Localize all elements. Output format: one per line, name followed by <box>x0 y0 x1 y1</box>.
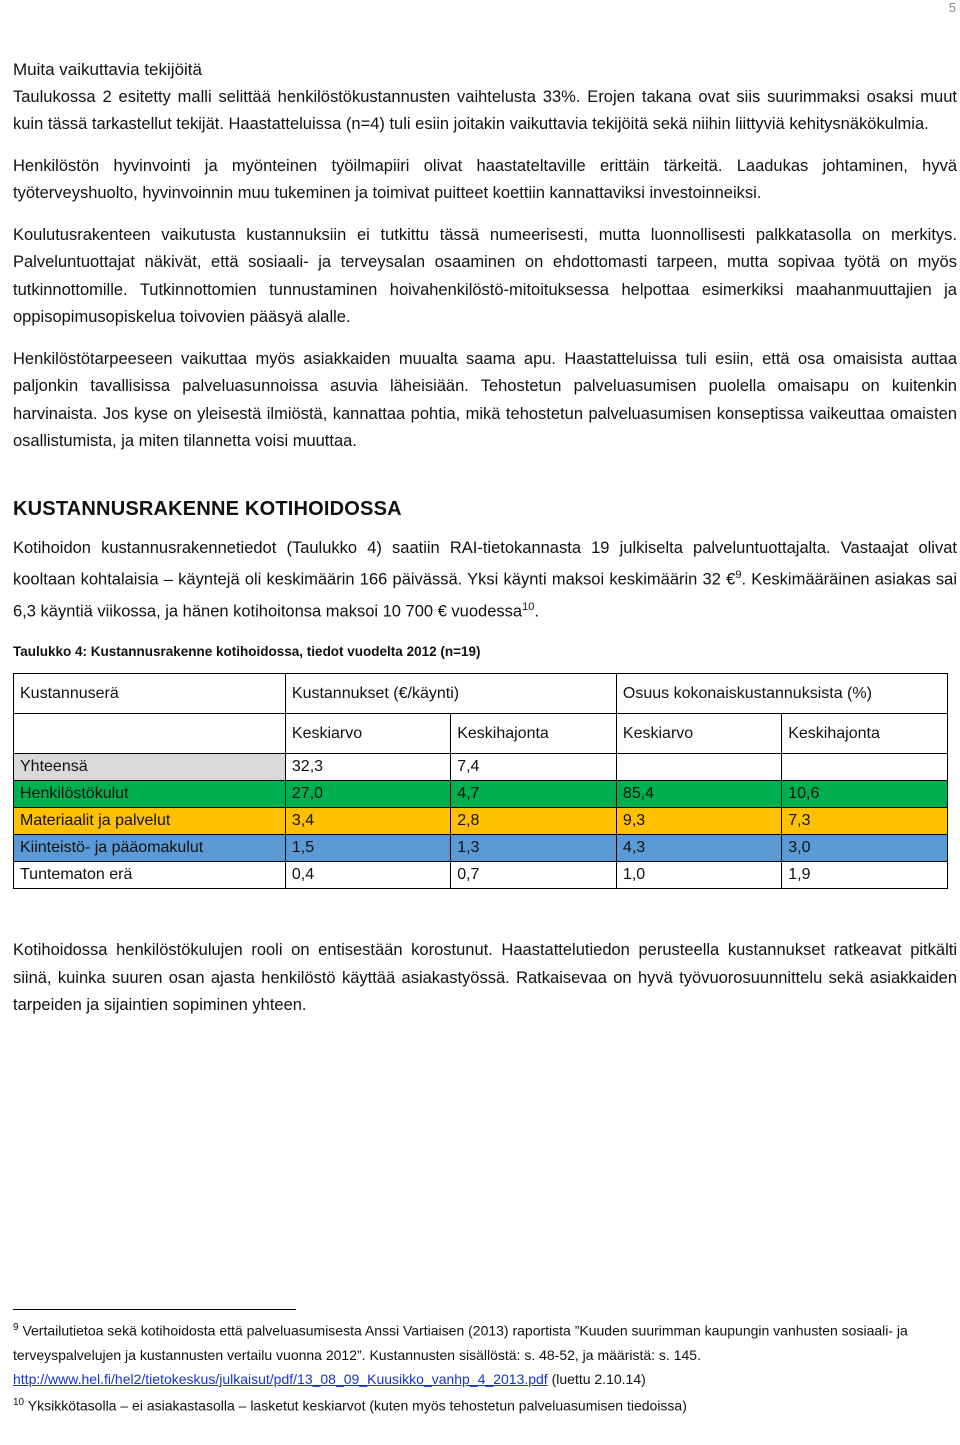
cell-sd: 4,7 <box>451 781 617 808</box>
paragraph-model-explanation: Taulukossa 2 esitetty malli selittää henkilöstökustannusten vaihtelusta 33%. Erojen takana ovat siis suurimmaksi osaksi muut kuin tässä tarkastellut tekijät. Haastatteluissa (n=4) tuli esiin joitakin vaikuttavia tekijöitä sekä niihin liittyviä kehitysnäkökulmia. <box>13 87 957 133</box>
cell-mean: 32,3 <box>285 754 450 781</box>
row-label: Kiinteistö- ja pääomakulut <box>14 835 286 862</box>
cell-share-sd: 3,0 <box>782 835 948 862</box>
footnote-ref-10[interactable]: 10 <box>522 601 535 613</box>
page-content <box>13 56 957 1020</box>
cell-share-sd: 10,6 <box>782 781 948 808</box>
cell-share-mean: 85,4 <box>616 781 781 808</box>
table-row <box>14 862 948 889</box>
header-share: Osuus kokonaiskustannuksista (%) <box>616 674 947 714</box>
header-cost-item: Kustannuserä <box>14 674 286 714</box>
table-row <box>14 808 948 835</box>
paragraph-staff-costs: Kotihoidossa henkilöstökulujen rooli on entisestään korostunut. Haastattelutiedon perusteella kustannukset ratkeavat pitkälti siinä, kuinka suuren osan ajasta henkilöstö käyttää asiakastyössä. Ratkaisevaa on hyvä työvuorosuunnittelu sekä asiakkaiden tarpeiden ja sijaintien sopiminen yhteen. <box>13 941 957 1014</box>
cell-share-mean: 9,3 <box>616 808 781 835</box>
footnote-link[interactable]: http://www.hel.fi/hel2/tietokeskus/julkaisut/pdf/13_08_09_Kuusikko_vanhp_4_2013.pdf <box>13 1370 548 1387</box>
paragraph-home-care-intro <box>13 535 957 627</box>
subheader-sd: Keskihajonta <box>451 714 617 754</box>
footnote-text: Vertailutietoa sekä kotihoidosta että palveluasumisesta Anssi Vartiaisen (2013) raportista ”Kuuden suurimman kaupungin vanhusten sosiaali- ja terveyspalvelujen ja kustannusten vertailu vuonna 2012”. Kustannusten sisällöstä: s. 48-52, ja määristä: s. 145. <box>13 1322 908 1363</box>
row-label: Henkilöstökulut <box>14 781 286 808</box>
cell-share-mean: 1,0 <box>616 862 781 889</box>
row-label: Yhteensä <box>14 754 286 781</box>
footnote-accessed: (luettu 2.10.14) <box>551 1370 646 1387</box>
cell-share-mean: 4,3 <box>616 835 781 862</box>
cell-share-sd: 7,3 <box>782 808 948 835</box>
cell-mean: 27,0 <box>285 781 450 808</box>
footnote-number: 9 <box>13 1322 19 1333</box>
page-number: 5 <box>948 0 956 15</box>
cell-mean: 3,4 <box>285 808 450 835</box>
row-label: Tuntematon erä <box>14 862 286 889</box>
table-subheader-row <box>14 714 948 754</box>
intro-text-1: Kotihoidon kustannusrakennetiedot (Taulukko 4) saatiin RAI-tietokannasta 19 julkiselta palveluntuottajalta. Vastaajat olivat kooltaan kohtalaisia – käyntejä oli keskimäärin 166 päivässä. Yksi käynti maksoi keskimäärin 32 € <box>13 538 957 589</box>
paragraph-staff-need: Henkilöstötarpeeseen vaikuttaa myös asiakkaiden muualta saama apu. Haastatteluissa tuli esiin, että osa omaisista auttaa paljonkin tavallisissa palveluasunnoissa asuvia läheisiään. Tehostetun palveluasumisen puolella omaisapu on kuitenkin harvinaista. Jos kyse on yleisestä ilmiöstä, kannattaa pohtia, mikä tehostetun palveluasumisen konseptissa vaikeuttaa omaisten osallistumista, ja miten tilannetta voisi muuttaa. <box>13 349 957 450</box>
intro-text-3: . <box>534 602 539 621</box>
footnote-number: 10 <box>13 1396 25 1408</box>
paragraph-education-structure: Koulutusrakenteen vaikutusta kustannuksiin ei tutkittu tässä numeerisesti, mutta luonnollisesti palkkatasolla on merkitys. Palveluntuottajat näkivät, että sosiaali- ja terveysalan osaaminen on ehdottomasti tarpeen, mutta sopivaa työtä on myös tutkinnottomille. Tutkinnottomien tunnustaminen hoivahenkilöstö-mitoituksessa helpottaa esimerkiksi maahanmuuttajien ja oppisopimusopiskelua toivovien pääsyä alalle. <box>13 225 957 326</box>
cell-mean: 0,4 <box>285 862 450 889</box>
footnote-text: Yksikkötasolla – ei asiakastasolla – lasketut keskiarvot (kuten myös tehostetun palveluasumisen tiedoissa) <box>27 1397 687 1414</box>
table-row <box>14 781 948 808</box>
cell-share-sd: 1,9 <box>782 862 948 889</box>
cell-sd: 0,7 <box>451 862 617 889</box>
cell-share-sd <box>782 754 948 781</box>
footnote-10 <box>13 1391 957 1418</box>
footnote-ref-9[interactable]: 9 <box>735 569 742 581</box>
intro-text-2: . Keskimääräinen asiakas sai 6,3 käyntiä viikossa, ja hänen kotihoitonsa maksoi 10 700 € vuodessa <box>13 570 958 621</box>
cost-structure-table <box>13 673 948 889</box>
subheader-empty <box>14 714 286 754</box>
subheader-mean: Keskiarvo <box>285 714 450 754</box>
table-row <box>14 835 948 862</box>
table-row <box>14 754 948 781</box>
footnote-9 <box>13 1316 957 1391</box>
table-header-row <box>14 674 948 714</box>
section-heading: KUSTANNUSRAKENNE KOTIHOIDOSSA <box>13 497 402 520</box>
paragraph-wellbeing: Henkilöstön hyvinvointi ja myönteinen työilmapiiri olivat haastateltaville erittäin tärkeitä. Laadukas johtaminen, hyvä työterveyshuolto, hyvinvoinnin muu tukeminen ja toimivat puitteet koettiin kannattaviksi investoinneiksi. <box>13 156 957 202</box>
subheader-mean: Keskiarvo <box>616 714 781 754</box>
cell-mean: 1,5 <box>285 835 450 862</box>
cell-sd: 2,8 <box>451 808 617 835</box>
header-costs: Kustannukset (€/käynti) <box>285 674 616 714</box>
cell-sd: 7,4 <box>451 754 617 781</box>
table-caption: Taulukko 4: Kustannusrakenne kotihoidossa, tiedot vuodelta 2012 (n=19) <box>13 644 481 659</box>
footnotes <box>13 1309 957 1417</box>
row-label: Materiaalit ja palvelut <box>14 808 286 835</box>
section-subheading: Muita vaikuttavia tekijöitä <box>13 60 202 79</box>
cell-sd: 1,3 <box>451 835 617 862</box>
cell-share-mean <box>616 754 781 781</box>
subheader-sd: Keskihajonta <box>782 714 948 754</box>
footnote-divider <box>13 1309 296 1310</box>
